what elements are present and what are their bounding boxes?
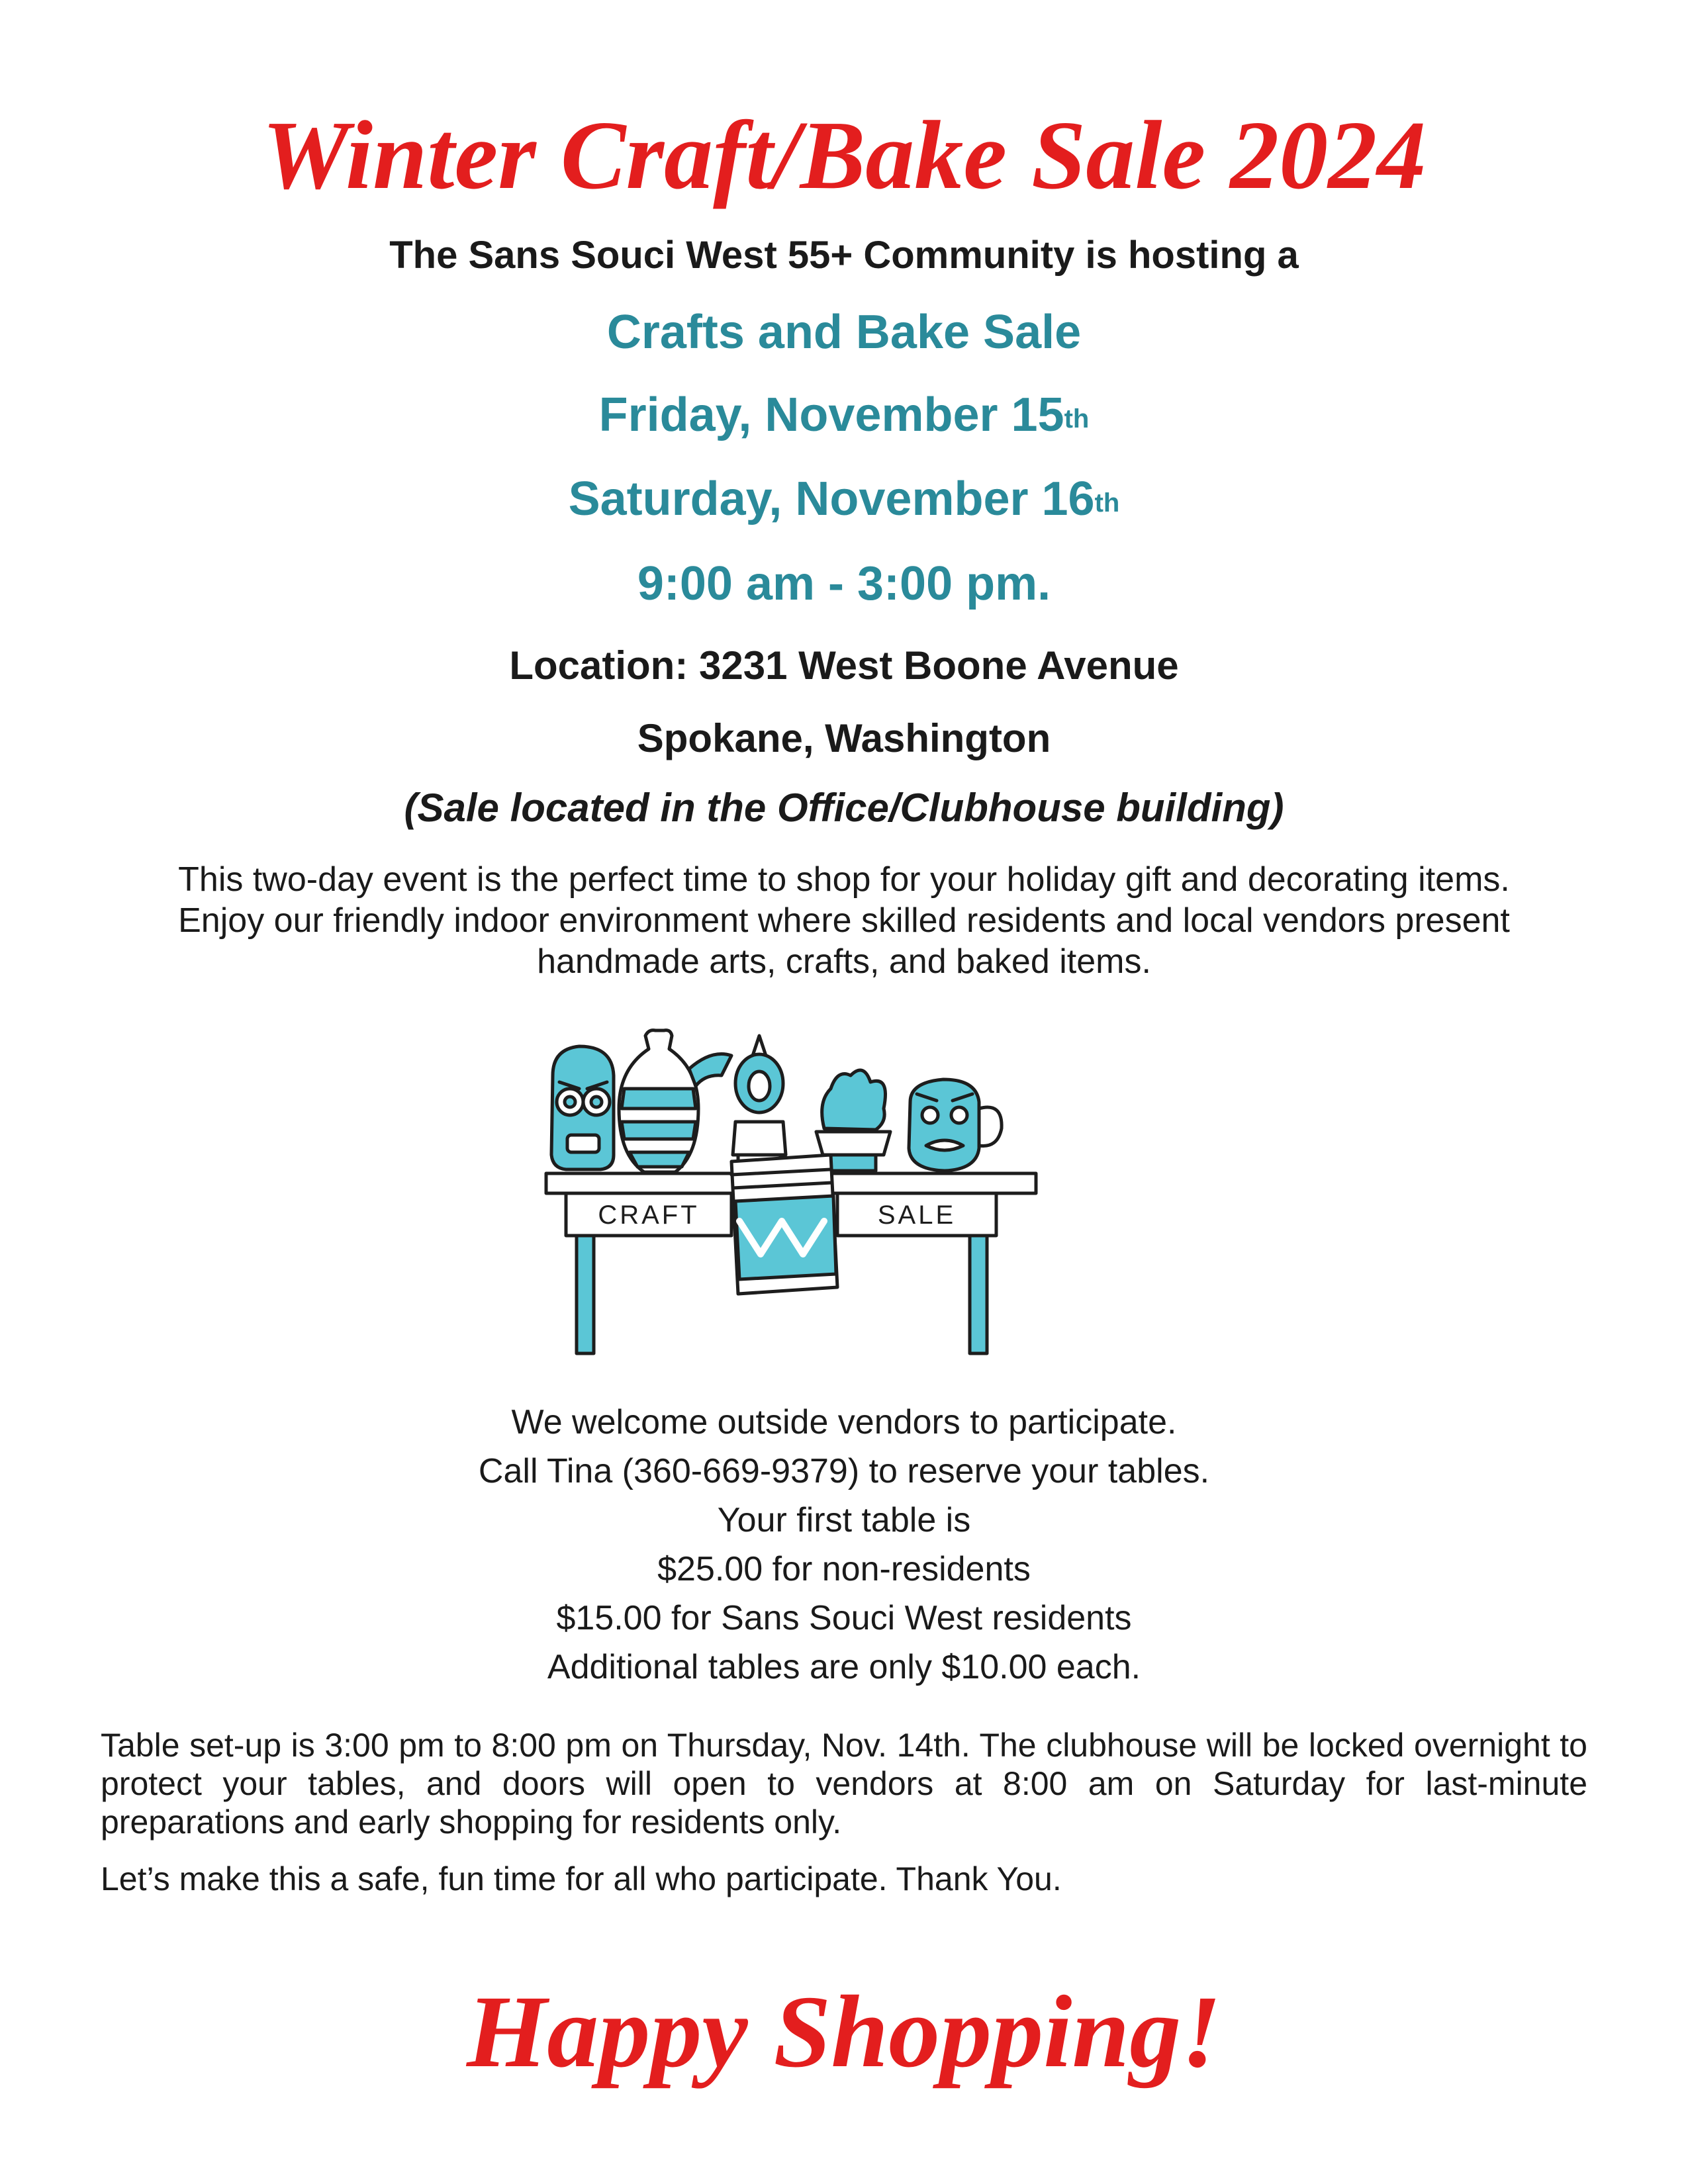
vendor-info [0,1398,1688,1692]
vendor-info-line: $25.00 for non-residents [657,1550,1031,1588]
location-note: (Sale located in the Office/Clubhouse building) [404,786,1284,830]
flyer-title: Winter Craft/Bake Sale 2024 [261,101,1427,210]
teapot-face-icon [909,1079,1002,1171]
vendor-info-line: We welcome outside vendors to participate. [511,1403,1177,1441]
host-line: The Sans Souci West 55+ Community is hosting a [389,234,1299,277]
event-date-saturday [0,471,1688,527]
intro-paragraph: This two-day event is the perfect time to shop for your holiday gift and decorating items. Enjoy our friendly indoor environment where skilled residents and local vendors present handmade arts, crafts, and baked items. [178,860,1510,981]
location-city: Spokane, Washington [637,716,1051,760]
sale-sign-text: SALE [877,1201,957,1230]
striped-vase-icon [619,1030,731,1172]
date-label: Friday, November 15 [598,388,1064,441]
date-label: Saturday, November 16 [568,473,1095,525]
setup-paragraph: Table set-up is 3:00 pm to 8:00 pm on Thursday, Nov. 14th. The clubhouse will be locked overnight to protect your tables, and doors will open to vendors at 8:00 am on Saturday for last-minute preparations and early shopping for residents only. [101,1727,1587,1841]
event-time: 9:00 am - 3:00 pm. [637,557,1051,610]
craft-sale-table-illustration [539,1023,1043,1360]
table-cloth [731,1155,837,1294]
location-line: Location: 3231 West Boone Avenue [509,643,1179,688]
table-leg-left [577,1236,594,1353]
closing-message: Happy Shopping! [467,1974,1221,2089]
table-leg-right [970,1236,987,1353]
date-suffix: th [1094,488,1120,518]
date-suffix: th [1064,404,1090,433]
ceramic-figure-icon [733,1036,786,1172]
vendor-info-line: $15.00 for Sans Souci West residents [556,1599,1132,1637]
vendor-info-line: Call Tina (360-669-9379) to reserve your tables. [478,1452,1210,1490]
craft-sign-text: CRAFT [598,1201,700,1230]
event-name: Crafts and Bake Sale [606,306,1082,359]
vendor-info-line: Your first table is [717,1501,971,1539]
thanks-line: Let’s make this a safe, fun time for all who participate. Thank You. [101,1860,1062,1897]
tiki-mask-icon [551,1046,614,1169]
event-date-friday [0,387,1688,443]
vendor-info-line: Additional tables are only $10.00 each. [547,1648,1141,1686]
